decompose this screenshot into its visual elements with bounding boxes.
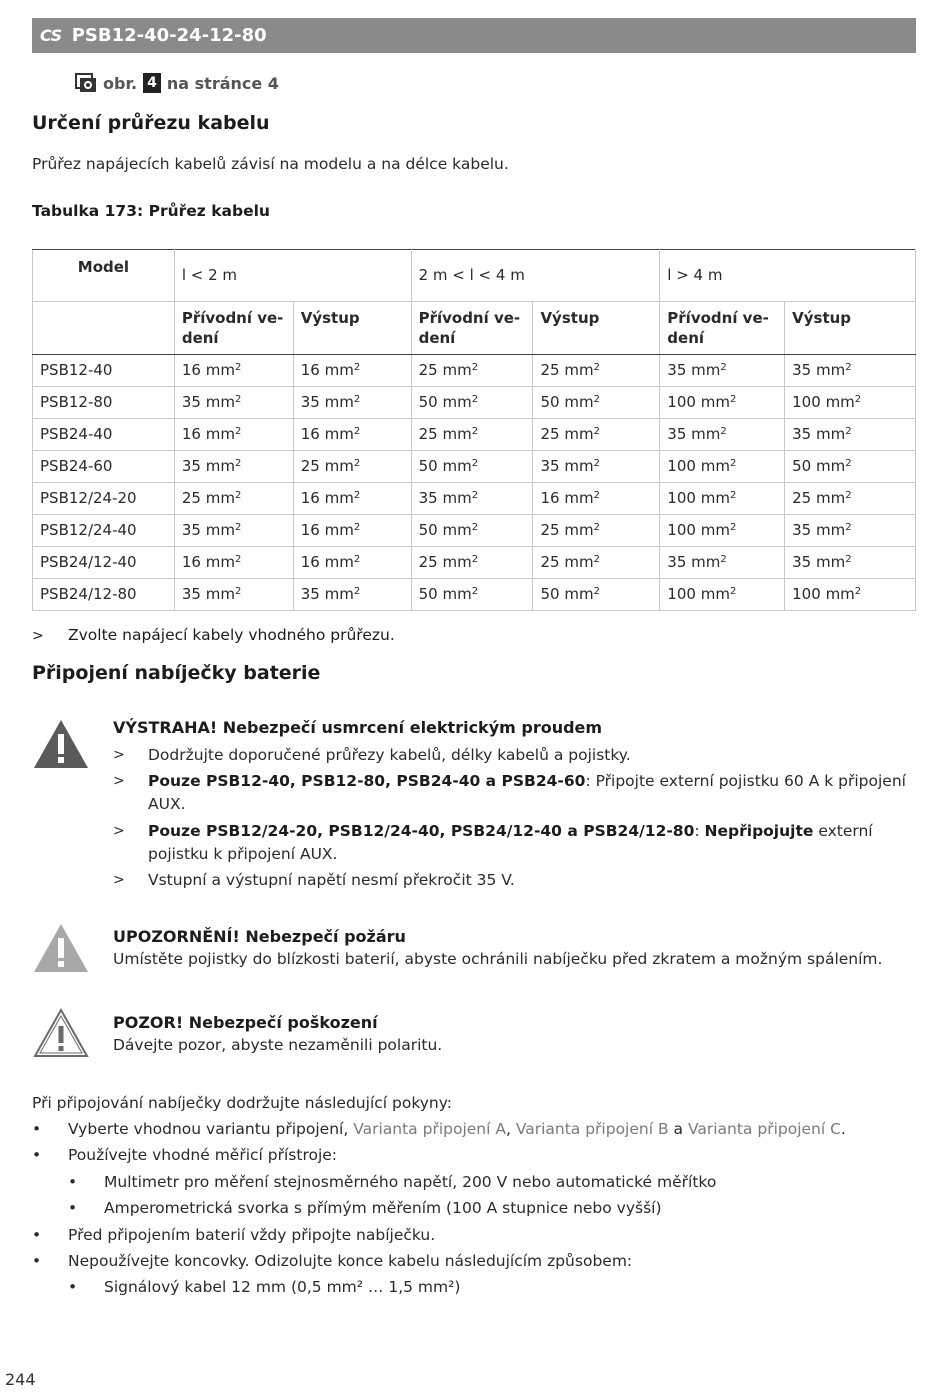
bullet-icon: • xyxy=(32,1226,42,1244)
cross-section-cell: 25 $mm^2$ xyxy=(293,451,411,483)
cross-section-cell: 16 $mm^2$ xyxy=(533,483,660,515)
cross-section-cell: 25 $mm^2$ xyxy=(533,515,660,547)
arrow-icon: > xyxy=(113,747,125,763)
header-range: l > 4 m xyxy=(660,250,916,302)
language-code: CS xyxy=(40,26,62,45)
header-output: Výstup xyxy=(533,302,660,355)
header-bar xyxy=(32,18,916,53)
model-cell: PSB24-60 xyxy=(33,451,175,483)
cross-section-cell: 100 $mm^2$ xyxy=(660,515,785,547)
bullet-icon: • xyxy=(68,1199,78,1217)
table-title: Tabulka 173: Průřez kabelu xyxy=(32,202,270,220)
link-variant-b[interactable]: Varianta připojení B xyxy=(515,1120,669,1138)
model-cell: PSB12/24-40 xyxy=(33,515,175,547)
arrow-icon: > xyxy=(32,628,44,644)
list-item: • Vyberte vhodnou variantu připojení, Varianta připojení A, Varianta připojení B a Varianta připojení C. xyxy=(32,1120,846,1138)
warning-title: VÝSTRAHA! Nebezpečí usmrcení elektrickým proudem xyxy=(113,718,603,737)
section-intro: Průřez napájecích kabelů závisí na modelu a na délce kabelu. xyxy=(32,155,509,173)
camera-icon xyxy=(75,73,97,93)
warning-triangle-icon xyxy=(32,718,90,770)
cross-section-cell: 35 $mm^2$ xyxy=(533,451,660,483)
section-title-cable: Určení průřezu kabelu xyxy=(32,112,270,134)
cross-section-cell: 35 $mm^2$ xyxy=(785,355,916,387)
bullet-icon: • xyxy=(32,1146,42,1164)
cross-section-cell: 25 $mm^2$ xyxy=(411,547,533,579)
cross-section-cell: 35 $mm^2$ xyxy=(660,419,785,451)
cross-section-cell: 25 $mm^2$ xyxy=(411,419,533,451)
cross-section-cell: 16 $mm^2$ xyxy=(174,419,293,451)
document-title: PSB12-40-24-12-80 xyxy=(71,25,267,46)
table-row xyxy=(33,355,916,387)
notice-title: POZOR! Nebezpečí poškození xyxy=(113,1013,378,1032)
bullet-icon: • xyxy=(68,1173,78,1191)
caution-text: Umístěte pojistky do blízkosti baterií, abyste ochránili nabíječku před zkratem a možným spálením. xyxy=(113,950,883,968)
cross-section-cell: 50 $mm^2$ xyxy=(533,387,660,419)
cross-section-cell: 35 $mm^2$ xyxy=(785,515,916,547)
cross-section-cell: 16 $mm^2$ xyxy=(293,515,411,547)
header-supply: Přívodní ve- dení xyxy=(174,302,293,355)
table-row xyxy=(33,547,916,579)
cross-section-cell: 35 $mm^2$ xyxy=(293,579,411,611)
arrow-icon: > xyxy=(113,872,125,888)
sub-list-item: • Multimetr pro měření stejnosměrného napětí, 200 V nebo automatické měřítko xyxy=(68,1173,717,1191)
cross-section-cell: 35 $mm^2$ xyxy=(293,387,411,419)
cross-section-cell: 25 $mm^2$ xyxy=(411,355,533,387)
page-number: 244 xyxy=(5,1370,36,1389)
cross-section-cell: 50 $mm^2$ xyxy=(411,515,533,547)
header-range: l < 2 m xyxy=(174,250,411,302)
cross-section-cell: 50 $mm^2$ xyxy=(785,451,916,483)
cable-table-body xyxy=(33,355,916,611)
model-cell: PSB12-80 xyxy=(33,387,175,419)
header-supply: Přívodní ve- dení xyxy=(411,302,533,355)
notice-triangle-icon xyxy=(32,1007,90,1059)
model-cell: PSB24-40 xyxy=(33,419,175,451)
bullet-icon: • xyxy=(68,1278,78,1296)
cross-section-cell: 100 $mm^2$ xyxy=(660,483,785,515)
cross-section-cell: 35 $mm^2$ xyxy=(174,579,293,611)
header-output: Výstup xyxy=(785,302,916,355)
warning-item: > Pouze PSB12/24-20, PSB12/24-40, PSB24/12-40 a PSB24/12-80: Nepřipojujte externí pojistku k připojení AUX. xyxy=(113,820,913,866)
link-variant-a[interactable]: Varianta připojení A xyxy=(353,1120,506,1138)
cross-section-cell: 100 $mm^2$ xyxy=(785,387,916,419)
cross-section-cell: 16 $mm^2$ xyxy=(174,355,293,387)
figure-prefix: obr. xyxy=(103,73,138,93)
warning-item: > Dodržujte doporučené průřezy kabelů, délky kabelů a pojistky. xyxy=(113,744,913,767)
notice-text: Dávejte pozor, abyste nezaměnili polaritu. xyxy=(113,1036,443,1054)
cross-section-cell: 35 $mm^2$ xyxy=(660,355,785,387)
table-row xyxy=(33,419,916,451)
model-cell: PSB12/24-20 xyxy=(33,483,175,515)
caution-title: UPOZORNĚNÍ! Nebezpečí požáru xyxy=(113,927,406,946)
instructions-intro: Při připojování nabíječky dodržujte následující pokyny: xyxy=(32,1094,453,1112)
cross-section-cell: 16 $mm^2$ xyxy=(293,483,411,515)
list-item: • Používejte vhodné měřicí přístroje: xyxy=(32,1146,338,1164)
action-step: > Zvolte napájecí kabely vhodného průřezu. xyxy=(32,626,395,644)
section-title-connect: Připojení nabíječky baterie xyxy=(32,662,321,684)
table-row xyxy=(33,483,916,515)
figure-suffix: na stránce 4 xyxy=(166,73,279,93)
sub-list-item: • Amperometrická svorka s přímým měřením (100 A stupnice nebo vyšší) xyxy=(68,1199,662,1217)
table-row xyxy=(33,579,916,611)
warning-item: > Vstupní a výstupní napětí nesmí překročit 35 V. xyxy=(113,869,913,892)
model-cell: PSB24/12-80 xyxy=(33,579,175,611)
list-item: • Nepoužívejte koncovky. Odizolujte konce kabelu následujícím způsobem: xyxy=(32,1252,633,1270)
bullet-icon: • xyxy=(32,1120,42,1138)
sub-list-item: • Signálový kabel 12 mm (0,5 mm² … 1,5 mm²) xyxy=(68,1278,461,1296)
cross-section-cell: 35 $mm^2$ xyxy=(174,451,293,483)
cross-section-cell: 35 $mm^2$ xyxy=(411,483,533,515)
model-cell: PSB24/12-40 xyxy=(33,547,175,579)
header-supply: Přívodní ve- dení xyxy=(660,302,785,355)
model-cell: PSB12-40 xyxy=(33,355,175,387)
cross-section-cell: 35 $mm^2$ xyxy=(785,419,916,451)
cross-section-cell: 50 $mm^2$ xyxy=(411,579,533,611)
header-model: Model xyxy=(33,250,175,302)
caution-triangle-icon xyxy=(32,922,90,974)
cross-section-cell: 16 $mm^2$ xyxy=(174,547,293,579)
cross-section-cell: 16 $mm^2$ xyxy=(293,355,411,387)
cross-section-cell: 35 $mm^2$ xyxy=(174,387,293,419)
table-row xyxy=(33,387,916,419)
list-item: • Před připojením baterií vždy připojte nabíječku. xyxy=(32,1226,436,1244)
link-variant-c[interactable]: Varianta připojení C xyxy=(687,1120,841,1138)
cross-section-cell: 25 $mm^2$ xyxy=(174,483,293,515)
bullet-icon: • xyxy=(32,1252,42,1270)
cross-section-cell: 25 $mm^2$ xyxy=(533,547,660,579)
cross-section-cell: 100 $mm^2$ xyxy=(660,387,785,419)
header-output: Výstup xyxy=(293,302,411,355)
cross-section-cell: 100 $mm^2$ xyxy=(785,579,916,611)
cross-section-cell: 50 $mm^2$ xyxy=(411,387,533,419)
cross-section-cell: 35 $mm^2$ xyxy=(174,515,293,547)
header-empty xyxy=(33,302,175,355)
cross-section-cell: 35 $mm^2$ xyxy=(660,547,785,579)
arrow-icon: > xyxy=(113,773,125,789)
cross-section-cell: 16 $mm^2$ xyxy=(293,419,411,451)
cross-section-cell: 25 $mm^2$ xyxy=(785,483,916,515)
figure-number: 4 xyxy=(143,73,161,93)
warning-item: > Pouze PSB12-40, PSB12-80, PSB24-40 a PSB24-60: Připojte externí pojistku 60 A k připojení AUX. xyxy=(113,770,913,816)
cross-section-cell: 16 $mm^2$ xyxy=(293,547,411,579)
table-row xyxy=(33,451,916,483)
header-range: 2 m < l < 4 m xyxy=(411,250,660,302)
figure-reference[interactable] xyxy=(75,73,279,93)
cross-section-cell: 50 $mm^2$ xyxy=(533,579,660,611)
cross-section-cell: 25 $mm^2$ xyxy=(533,355,660,387)
cross-section-cell: 35 $mm^2$ xyxy=(785,547,916,579)
cable-table xyxy=(32,249,916,611)
cross-section-cell: 100 $mm^2$ xyxy=(660,579,785,611)
cross-section-cell: 50 $mm^2$ xyxy=(411,451,533,483)
cross-section-cell: 25 $mm^2$ xyxy=(533,419,660,451)
cross-section-cell: 100 $mm^2$ xyxy=(660,451,785,483)
arrow-icon: > xyxy=(113,823,125,839)
table-row xyxy=(33,515,916,547)
